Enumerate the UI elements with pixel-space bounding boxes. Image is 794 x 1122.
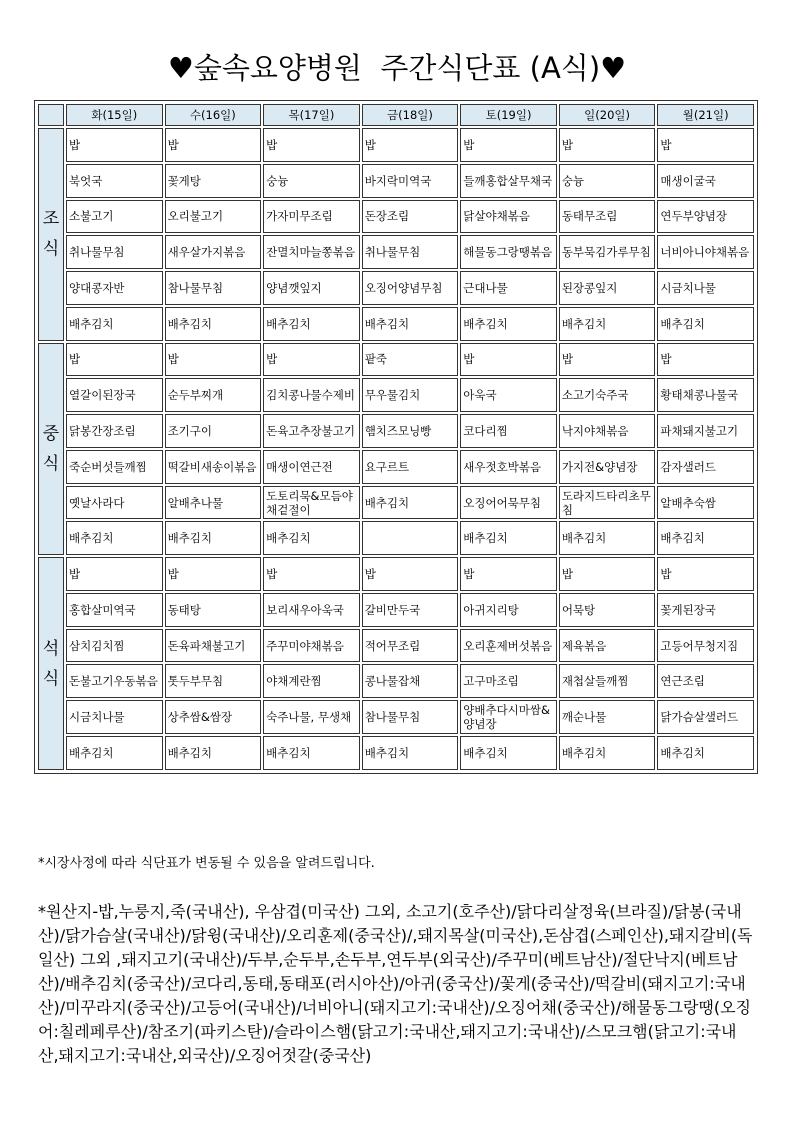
- menu-cell: 돈육파채불고기: [165, 629, 262, 663]
- meal-label-char: 식: [42, 453, 60, 474]
- menu-cell: 배추김치: [165, 307, 262, 341]
- menu-cell: 동태탕: [165, 593, 262, 627]
- menu-cell: 꽃게탕: [165, 164, 262, 198]
- menu-cell: 배추김치: [657, 521, 754, 555]
- menu-cell: 밥: [66, 557, 163, 591]
- header-corner: [38, 104, 64, 126]
- menu-cell: 참나물무침: [362, 700, 459, 734]
- menu-cell: 황태채콩나물국: [657, 378, 754, 412]
- menu-cell: 배추김치: [165, 521, 262, 555]
- menu-cell: 밥: [263, 128, 360, 162]
- menu-row: [38, 235, 754, 269]
- menu-row: [38, 414, 754, 448]
- menu-cell: 배추김치: [460, 307, 557, 341]
- menu-cell: 닭가슴살샐러드: [657, 700, 754, 734]
- menu-cell: 깨순나물: [559, 700, 656, 734]
- menu-cell: 밥: [362, 128, 459, 162]
- menu-cell: 양념깻잎지: [263, 271, 360, 305]
- menu-cell: 배추김치: [165, 736, 262, 770]
- meal-label-char: 식: [42, 239, 60, 260]
- menu-cell: 양배추다시마쌈&양념장: [460, 700, 557, 734]
- menu-cell: 숙주나물, 무생채: [263, 700, 360, 734]
- menu-cell: 가자미무조림: [263, 200, 360, 234]
- menu-cell: 도토리묵&모듬야채겉절이: [263, 486, 360, 520]
- menu-cell: 시금치나물: [66, 700, 163, 734]
- menu-cell: 오리불고기: [165, 200, 262, 234]
- menu-row: [38, 378, 754, 412]
- day-header: 화(15일): [66, 104, 163, 126]
- menu-cell: 오징어어묵무침: [460, 486, 557, 520]
- menu-cell: 알배추나물: [165, 486, 262, 520]
- menu-row: [38, 200, 754, 234]
- menu-cell: 배추김치: [362, 307, 459, 341]
- menu-cell: 닭살야채볶음: [460, 200, 557, 234]
- day-header-row: [38, 104, 754, 126]
- menu-row: [38, 521, 754, 555]
- menu-cell: 배추김치: [559, 307, 656, 341]
- menu-cell: 밥: [460, 557, 557, 591]
- menu-cell: 돈불고기우동볶음: [66, 664, 163, 698]
- menu-cell: 조기구이: [165, 414, 262, 448]
- menu-cell: 적어무조림: [362, 629, 459, 663]
- menu-cell: 재첩살들깨찜: [559, 664, 656, 698]
- menu-cell: 배추김치: [362, 736, 459, 770]
- menu-cell: 밥: [263, 343, 360, 377]
- notice-text: *시장사정에 따라 식단표가 변동될 수 있음을 알려드립니다.: [38, 856, 375, 871]
- menu-cell: 돈장조림: [362, 200, 459, 234]
- day-header: 일(20일): [559, 104, 656, 126]
- menu-cell: 밥: [460, 128, 557, 162]
- menu-cell: 해물동그랑땡볶음: [460, 235, 557, 269]
- menu-cell: 양대콩자반: [66, 271, 163, 305]
- menu-cell: 밥: [362, 557, 459, 591]
- menu-cell: 된장콩잎지: [559, 271, 656, 305]
- menu-cell: 아귀지리탕: [460, 593, 557, 627]
- menu-cell: 밥: [657, 343, 754, 377]
- menu-cell: 동태무조림: [559, 200, 656, 234]
- menu-cell: 햄치즈모닝빵: [362, 414, 459, 448]
- menu-cell: 연두부양념장: [657, 200, 754, 234]
- menu-row: [38, 629, 754, 663]
- menu-cell: 홍합살미역국: [66, 593, 163, 627]
- menu-cell: 파채돼지불고기: [657, 414, 754, 448]
- menu-cell: 배추김치: [66, 307, 163, 341]
- meal-label-char: 조: [42, 209, 60, 230]
- meal-label: [38, 128, 64, 341]
- menu-cell: 들깨홍합살무채국: [460, 164, 557, 198]
- menu-cell: 새우젓호박볶음: [460, 450, 557, 484]
- menu-cell: 주꾸미야채볶음: [263, 629, 360, 663]
- menu-cell: 낙지야채볶음: [559, 414, 656, 448]
- menu-cell: 밥: [165, 557, 262, 591]
- menu-row: [38, 557, 754, 591]
- meal-label: [38, 343, 64, 556]
- origin-text: *원산지-밥,누룽지,죽(국내산), 우삼겹(미국산) 그외, 소고기(호주산)/닭다리살정육(브라질)/닭봉(국내산)/닭가슴살(국내산)/닭윙(국내산)/오리훈제(중국산)/,돼지목살(미국산),돈삼겹(스페인산),돼지갈비(독일산) 그외 ,돼지고기(국내산)/두부,순두부,손두부,연두부(외국산)/주꾸미(베트남산)/절단낙지(베트남산)/배추김치(중국산)/코다리,동태,동태포(러시아산)/아귀(중국산)/꽃게(중국산)/떡갈비(돼지고기:국내산)/미꾸라지(중국산)/고등어(국내산)/너비아니(돼지고기:국내산)/오징어채(중국산)/해물동그랑땡(오징어:칠레페루산)/참조기(파키스탄)/슬라이스햄(닭고기:국내산,돼지고기:국내산)/스모크햄(닭고기:국내산,돼지고기:국내산,외국산)/오징어젓갈(중국산): [38, 902, 753, 1065]
- menu-cell: 제육볶음: [559, 629, 656, 663]
- menu-cell: [362, 521, 459, 555]
- menu-cell: 숭늉: [263, 164, 360, 198]
- menu-cell: 배추김치: [460, 521, 557, 555]
- menu-cell: 새우살가지볶음: [165, 235, 262, 269]
- menu-cell: 배추김치: [460, 736, 557, 770]
- menu-cell: 오징어양념무침: [362, 271, 459, 305]
- menu-cell: 배추김치: [559, 736, 656, 770]
- menu-cell: 밥: [165, 343, 262, 377]
- menu-cell: 매생이연근전: [263, 450, 360, 484]
- menu-table: [36, 102, 756, 772]
- day-header: 목(17일): [263, 104, 360, 126]
- menu-cell: 오리훈제버섯볶음: [460, 629, 557, 663]
- menu-cell: 고구마조림: [460, 664, 557, 698]
- menu-row: [38, 307, 754, 341]
- menu-cell: 밥: [165, 128, 262, 162]
- menu-cell: 소고기숙주국: [559, 378, 656, 412]
- menu-cell: 순두부찌개: [165, 378, 262, 412]
- menu-cell: 밥: [263, 557, 360, 591]
- menu-cell: 코다리찜: [460, 414, 557, 448]
- menu-cell: 바지락미역국: [362, 164, 459, 198]
- menu-row: [38, 486, 754, 520]
- menu-cell: 배추김치: [657, 736, 754, 770]
- menu-cell: 잔멸치마늘쫑볶음: [263, 235, 360, 269]
- menu-cell: 알배추숙쌈: [657, 486, 754, 520]
- menu-cell: 배추김치: [263, 521, 360, 555]
- menu-cell: 꽃게된장국: [657, 593, 754, 627]
- menu-cell: 떡갈비새송이볶음: [165, 450, 262, 484]
- menu-cell: 매생이굴국: [657, 164, 754, 198]
- menu-cell: 밥: [559, 343, 656, 377]
- menu-row: [38, 664, 754, 698]
- menu-cell: 시금치나물: [657, 271, 754, 305]
- day-header: 월(21일): [657, 104, 754, 126]
- menu-cell: 돈육고추장불고기: [263, 414, 360, 448]
- menu-cell: 연근조림: [657, 664, 754, 698]
- menu-cell: 밥: [559, 128, 656, 162]
- menu-cell: 상추쌈&쌈장: [165, 700, 262, 734]
- menu-cell: 소불고기: [66, 200, 163, 234]
- menu-cell: 너비아니야채볶음: [657, 235, 754, 269]
- menu-row: [38, 128, 754, 162]
- meal-label-char: 석: [42, 638, 60, 659]
- menu-cell: 취나물무침: [66, 235, 163, 269]
- menu-cell: 야채계란찜: [263, 664, 360, 698]
- menu-row: [38, 700, 754, 734]
- menu-cell: 배추김치: [66, 736, 163, 770]
- menu-cell: 밥: [460, 343, 557, 377]
- day-header: 금(18일): [362, 104, 459, 126]
- menu-cell: 팥죽: [362, 343, 459, 377]
- menu-cell: 무우물김치: [362, 378, 459, 412]
- menu-cell: 배추김치: [66, 521, 163, 555]
- menu-cell: 배추김치: [362, 486, 459, 520]
- menu-cell: 옛날사라다: [66, 486, 163, 520]
- menu-cell: 콩나물잡채: [362, 664, 459, 698]
- page-title: ♥숲속요양병원 주간식단표 (A식)♥: [167, 51, 627, 85]
- menu-cell: 배추김치: [263, 307, 360, 341]
- menu-row: [38, 271, 754, 305]
- menu-cell: 톳두부무침: [165, 664, 262, 698]
- menu-cell: 어묵탕: [559, 593, 656, 627]
- menu-cell: 김치콩나물수제비: [263, 378, 360, 412]
- menu-cell: 밥: [66, 128, 163, 162]
- menu-cell: 배추김치: [657, 307, 754, 341]
- menu-cell: 밥: [657, 128, 754, 162]
- meal-label: [38, 557, 64, 770]
- menu-cell: 아욱국: [460, 378, 557, 412]
- menu-cell: 닭봉간장조림: [66, 414, 163, 448]
- day-header: 토(19일): [460, 104, 557, 126]
- menu-row: [38, 164, 754, 198]
- menu-row: [38, 450, 754, 484]
- menu-cell: 배추김치: [559, 521, 656, 555]
- menu-cell: 죽순버섯들깨찜: [66, 450, 163, 484]
- menu-cell: 참나물무침: [165, 271, 262, 305]
- menu-cell: 근대나물: [460, 271, 557, 305]
- menu-cell: 도라지드타리초무침: [559, 486, 656, 520]
- menu-cell: 동부묵김가루무침: [559, 235, 656, 269]
- menu-cell: 열갈이된장국: [66, 378, 163, 412]
- menu-cell: 북엇국: [66, 164, 163, 198]
- menu-cell: 고등어무청지짐: [657, 629, 754, 663]
- menu-cell: 배추김치: [263, 736, 360, 770]
- menu-cell: 감자샐러드: [657, 450, 754, 484]
- menu-cell: 가지전&양념장: [559, 450, 656, 484]
- menu-cell: 갈비만두국: [362, 593, 459, 627]
- menu-cell: 보리새우아욱국: [263, 593, 360, 627]
- menu-cell: 숭늉: [559, 164, 656, 198]
- day-header: 수(16일): [165, 104, 262, 126]
- menu-row: [38, 736, 754, 770]
- menu-table-frame: [34, 100, 758, 774]
- menu-cell: 취나물무침: [362, 235, 459, 269]
- menu-cell: 요구르트: [362, 450, 459, 484]
- menu-row: [38, 593, 754, 627]
- menu-cell: 밥: [66, 343, 163, 377]
- meal-label-char: 식: [42, 668, 60, 689]
- meal-label-char: 중: [42, 423, 60, 444]
- menu-row: [38, 343, 754, 377]
- menu-cell: 밥: [657, 557, 754, 591]
- menu-cell: 삼치김치찜: [66, 629, 163, 663]
- menu-cell: 밥: [559, 557, 656, 591]
